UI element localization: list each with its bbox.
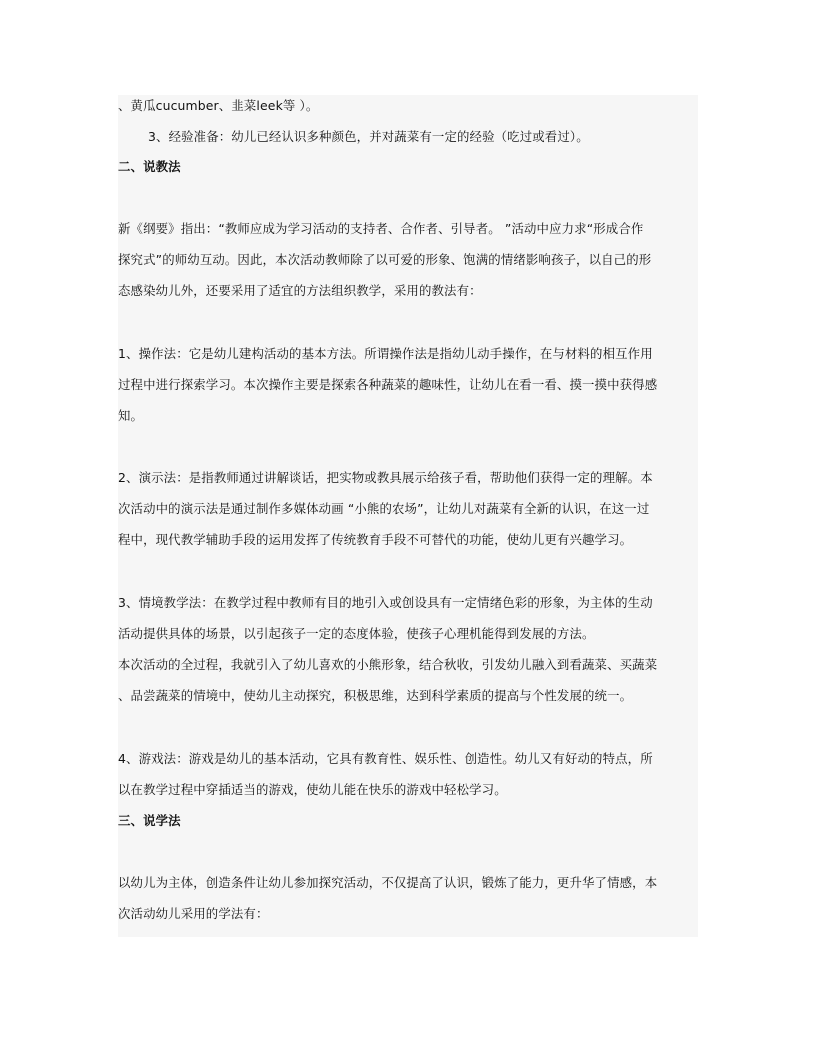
text-line: 活动提供具体的场景，以引起孩子一定的态度体验，使孩子心理机能得到发展的方法。	[118, 626, 595, 641]
text-line: 探究式”的师幼互动。因此，本次活动教师除了以可爱的形象、饱满的情绪影响孩子，以自己的形	[118, 252, 652, 267]
text-line: 本次活动的全过程，我就引入了幼儿喜欢的小熊形象，结合秋收，引发幼儿融入到看蔬菜、买蔬菜	[118, 657, 658, 672]
text-line: 态感染幼儿外，还要采用了适宜的方法组织教学，采用的教法有：	[118, 283, 482, 298]
text-line: 程中，现代教学辅助手段的运用发挥了传统教育手段不可替代的功能，使幼儿更有兴趣学习。	[118, 532, 633, 547]
text-line: 3、经验准备：幼儿已经认识多种颜色，并对蔬菜有一定的经验（吃过或看过）。	[148, 129, 589, 144]
text-line: 1、操作法：它是幼儿建构活动的基本方法。所谓操作法是指幼儿动手操作，在与材料的相互作用	[118, 346, 653, 361]
text-line: 过程中进行探索学习。本次操作主要是探索各种蔬菜的趣味性，让幼儿在看一看、摸一摸中获得感	[118, 377, 658, 392]
text-line: 新《纲要》指出：“教师应成为学习活动的支持者、合作者、引导者。 ”活动中应力求“形成合作	[118, 221, 644, 236]
text-line: 知。	[118, 408, 144, 423]
text-line: 以在教学过程中穿插适当的游戏，使幼儿能在快乐的游戏中轻松学习。	[118, 782, 507, 797]
text-line: 次活动幼儿采用的学法有：	[118, 906, 269, 921]
text-line: 、黄瓜cucumber、韭菜leek等 ）。	[118, 98, 319, 113]
text-line: 2、演示法：是指教师通过讲解谈话，把实物或教具展示给孩子看，帮助他们获得一定的理解。本	[118, 470, 653, 485]
section-heading: 二、说教法	[118, 159, 181, 174]
document-content	[118, 95, 698, 937]
text-line: 4、游戏法：游戏是幼儿的基本活动，它具有教育性、娱乐性、创造性。幼儿又有好动的特点，所	[118, 751, 653, 766]
text-line: 以幼儿为主体，创造条件让幼儿参加探究活动，不仅提高了认识，锻炼了能力，更升华了情感，本	[118, 875, 658, 890]
text-line: 次活动中的演示法是通过制作多媒体动画 “小熊的农场”，让幼儿对蔬菜有全新的认识，在这一过	[118, 501, 650, 516]
section-heading: 三、说学法	[118, 813, 181, 828]
text-line: 3、情境教学法：在教学过程中教师有目的地引入或创设具有一定情绪色彩的形象，为主体的生动	[118, 595, 653, 610]
text-line: 、品尝蔬菜的情境中，使幼儿主动探究，积极思维，达到科学素质的提高与个性发展的统一。	[118, 688, 633, 703]
